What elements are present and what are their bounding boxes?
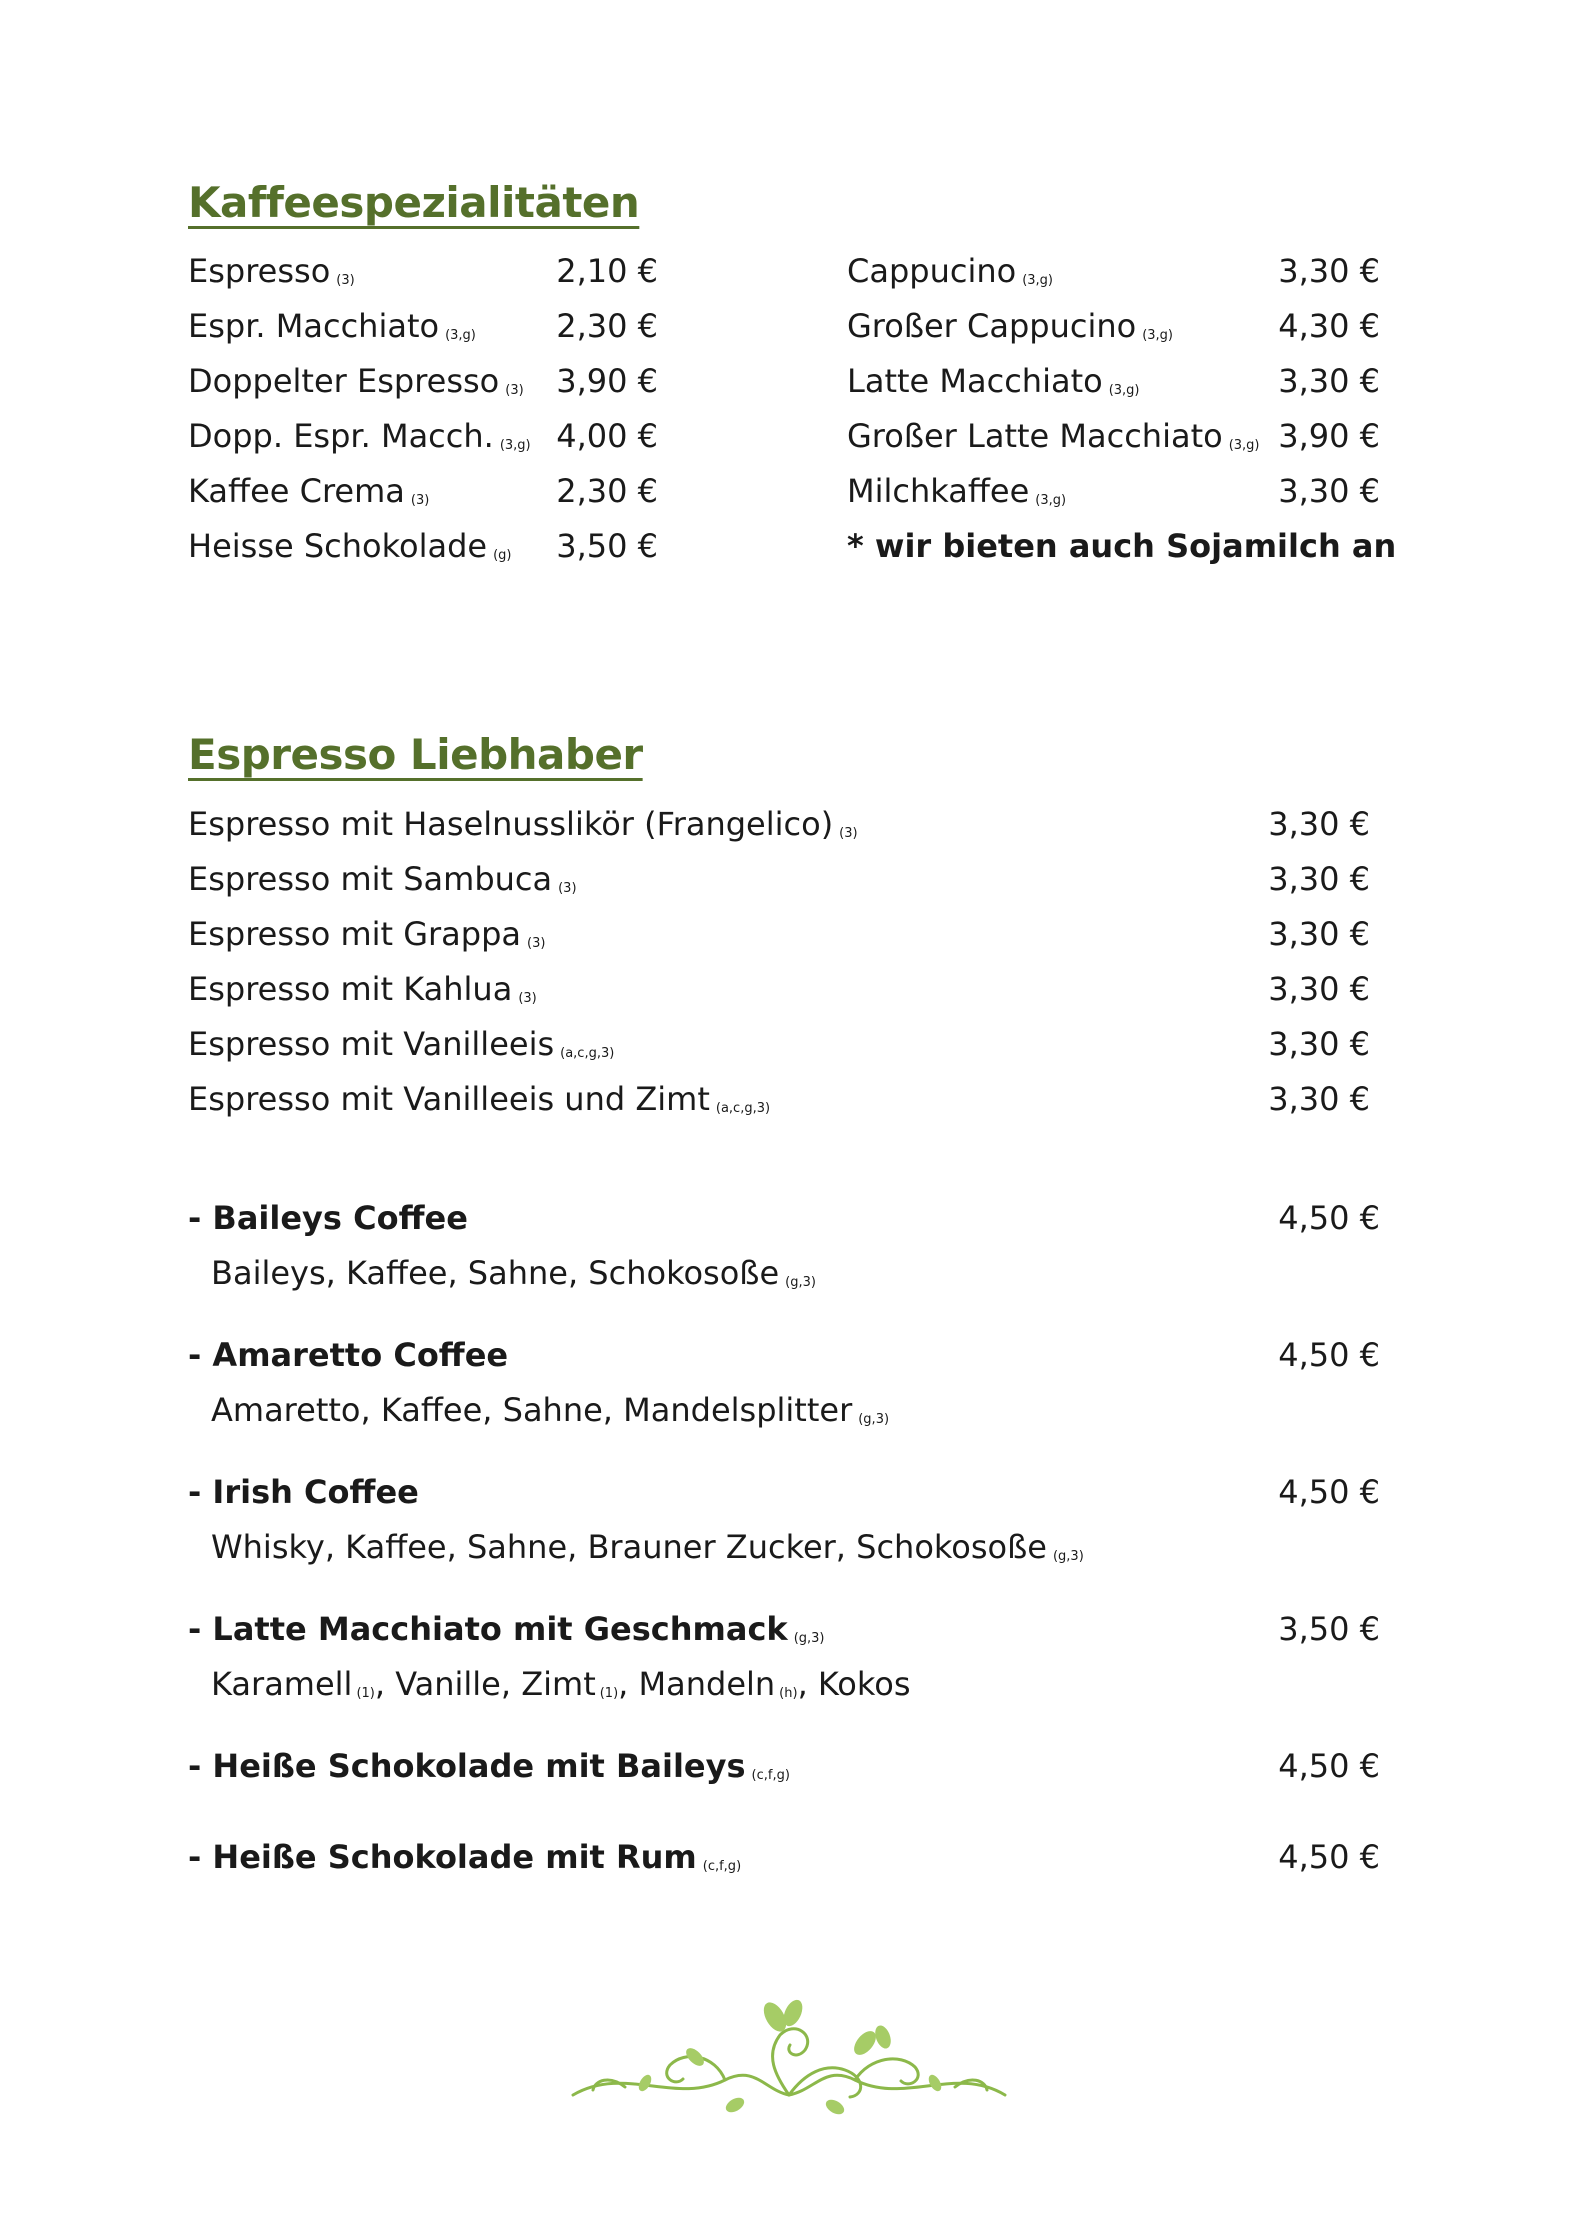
- special-item: [188, 1194, 1380, 1242]
- allergen-code: (3): [505, 383, 524, 398]
- flavor-option: , Mandeln: [618, 1665, 776, 1703]
- item-price: 4,50 €: [1278, 1838, 1380, 1876]
- item-name: - Irish Coffee: [188, 1473, 419, 1511]
- flavor-option: , Vanille, Zimt: [374, 1665, 596, 1703]
- item-name: - Latte Macchiato mit Geschmack: [188, 1610, 788, 1648]
- item-price: 4,00 €: [556, 417, 658, 455]
- item-name: Doppelter Espresso: [188, 362, 500, 400]
- item-price: 2,30 €: [556, 472, 658, 510]
- menu-item: [188, 412, 658, 460]
- item-price: 4,50 €: [1278, 1747, 1380, 1785]
- flavor-option: , Kokos: [797, 1665, 911, 1703]
- item-price: 3,30 €: [1278, 472, 1380, 510]
- allergen-code: (3): [839, 826, 858, 841]
- menu-item: [188, 1075, 1370, 1123]
- menu-item: [847, 357, 1380, 405]
- item-price: 3,90 €: [1278, 417, 1380, 455]
- menu-item: [188, 247, 658, 295]
- allergen-code: (1): [599, 1686, 619, 1701]
- allergen-code: (3,g): [1022, 273, 1054, 288]
- special-item: [188, 1833, 1380, 1881]
- item-price: 2,30 €: [556, 307, 658, 345]
- menu-item: [847, 302, 1380, 350]
- soy-milk-note: * wir bieten auch Sojamilch an: [847, 527, 1397, 565]
- allergen-code: (3,g): [1108, 383, 1140, 398]
- allergen-code: (3,g): [499, 438, 531, 453]
- item-price: 2,10 €: [556, 252, 658, 290]
- espresso-section-title: Espresso Liebhaber: [188, 730, 643, 779]
- item-price: 3,30 €: [1278, 362, 1380, 400]
- item-name: Espresso: [188, 252, 331, 290]
- allergen-code: (c,f,g): [751, 1768, 790, 1783]
- item-price: 3,50 €: [556, 527, 658, 565]
- item-price: 3,30 €: [1268, 860, 1370, 898]
- item-name: Milchkaffee: [847, 472, 1030, 510]
- item-price: 4,50 €: [1278, 1473, 1380, 1511]
- menu-item: [188, 1020, 1370, 1068]
- item-name: - Heiße Schokolade mit Baileys: [188, 1747, 746, 1785]
- description-text: Amaretto, Kaffee, Sahne, Mandelsplitter: [211, 1391, 853, 1429]
- item-price: 3,30 €: [1278, 252, 1380, 290]
- allergen-code: (3): [336, 273, 355, 288]
- item-name: Heisse Schokolade: [188, 527, 488, 565]
- item-price: 4,50 €: [1278, 1336, 1380, 1374]
- item-price: 4,30 €: [1278, 307, 1380, 345]
- allergen-code: (g): [493, 548, 512, 563]
- allergen-code: (1): [356, 1686, 375, 1701]
- item-price: 3,30 €: [1268, 915, 1370, 953]
- special-item: [188, 1605, 1380, 1653]
- menu-item: [188, 910, 1370, 958]
- menu-item: [188, 800, 1370, 848]
- allergen-code: (g,3): [1052, 1549, 1084, 1564]
- item-name: - Amaretto Coffee: [188, 1336, 509, 1374]
- allergen-code: (3): [527, 936, 546, 951]
- item-description: [211, 1386, 889, 1444]
- item-price: 3,50 €: [1278, 1610, 1380, 1648]
- menu-item: [188, 357, 658, 405]
- item-name: Espresso mit Kahlua: [188, 970, 513, 1008]
- allergen-code: (3): [410, 493, 430, 508]
- allergen-code: (g,3): [793, 1631, 825, 1646]
- item-description: [211, 1249, 816, 1307]
- menu-item: [188, 965, 1370, 1013]
- allergen-code: (3,g): [1035, 493, 1067, 508]
- special-item: [188, 1331, 1380, 1379]
- item-name: Espresso mit Grappa: [188, 915, 522, 953]
- floral-ornament-icon: [565, 1995, 1013, 2125]
- allergen-code: (a,c,g,3): [715, 1101, 771, 1116]
- item-name: - Heiße Schokolade mit Rum: [188, 1838, 697, 1876]
- item-name: Dopp. Espr. Macch.: [188, 417, 494, 455]
- item-price: 3,30 €: [1268, 805, 1370, 843]
- item-description: [211, 1660, 911, 1718]
- flavor-option: Karamell: [211, 1665, 353, 1703]
- coffee-section-title: Kaffeespezialitäten: [188, 178, 640, 227]
- menu-item: [847, 247, 1380, 295]
- item-name: Espresso mit Vanilleeis: [188, 1025, 555, 1063]
- menu-item: [188, 522, 658, 570]
- menu-item: [847, 467, 1380, 515]
- allergen-code: (3): [558, 881, 577, 896]
- item-name: Espresso mit Haselnusslikör (Frangelico): [188, 805, 834, 843]
- item-price: 4,50 €: [1278, 1199, 1380, 1237]
- allergen-code: (3): [518, 991, 537, 1006]
- item-name: Kaffee Crema: [188, 472, 405, 510]
- allergen-code: (c,f,g): [702, 1859, 742, 1874]
- menu-item: [188, 467, 658, 515]
- item-name: Espresso mit Vanilleeis und Zimt: [188, 1080, 710, 1118]
- description-text: Baileys, Kaffee, Sahne, Schokosoße: [211, 1254, 780, 1292]
- item-price: 3,30 €: [1268, 1080, 1370, 1118]
- menu-item: [188, 855, 1370, 903]
- item-name: Großer Cappucino: [847, 307, 1137, 345]
- allergen-code: (3,g): [1228, 438, 1260, 453]
- item-name: Großer Latte Macchiato: [847, 417, 1223, 455]
- item-name: Espr. Macchiato: [188, 307, 440, 345]
- description-text: Whisky, Kaffee, Sahne, Brauner Zucker, Schokosoße: [211, 1528, 1047, 1566]
- allergen-code: (3,g): [445, 328, 476, 343]
- item-name: Cappucino: [847, 252, 1017, 290]
- special-item: [188, 1468, 1380, 1516]
- allergen-code: (g,3): [785, 1275, 816, 1290]
- item-name: - Baileys Coffee: [188, 1199, 468, 1237]
- item-description: [211, 1523, 1084, 1581]
- allergen-code: (h): [779, 1686, 798, 1701]
- allergen-code: (a,c,g,3): [560, 1046, 615, 1061]
- item-price: 3,90 €: [556, 362, 658, 400]
- special-item: [188, 1742, 1380, 1790]
- item-price: 3,30 €: [1268, 970, 1370, 1008]
- menu-item: [188, 302, 658, 350]
- item-name: Espresso mit Sambuca: [188, 860, 553, 898]
- menu-item: [847, 412, 1380, 460]
- item-name: Latte Macchiato: [847, 362, 1103, 400]
- allergen-code: (g,3): [858, 1412, 890, 1427]
- item-price: 3,30 €: [1268, 1025, 1370, 1063]
- allergen-code: (3,g): [1142, 328, 1174, 343]
